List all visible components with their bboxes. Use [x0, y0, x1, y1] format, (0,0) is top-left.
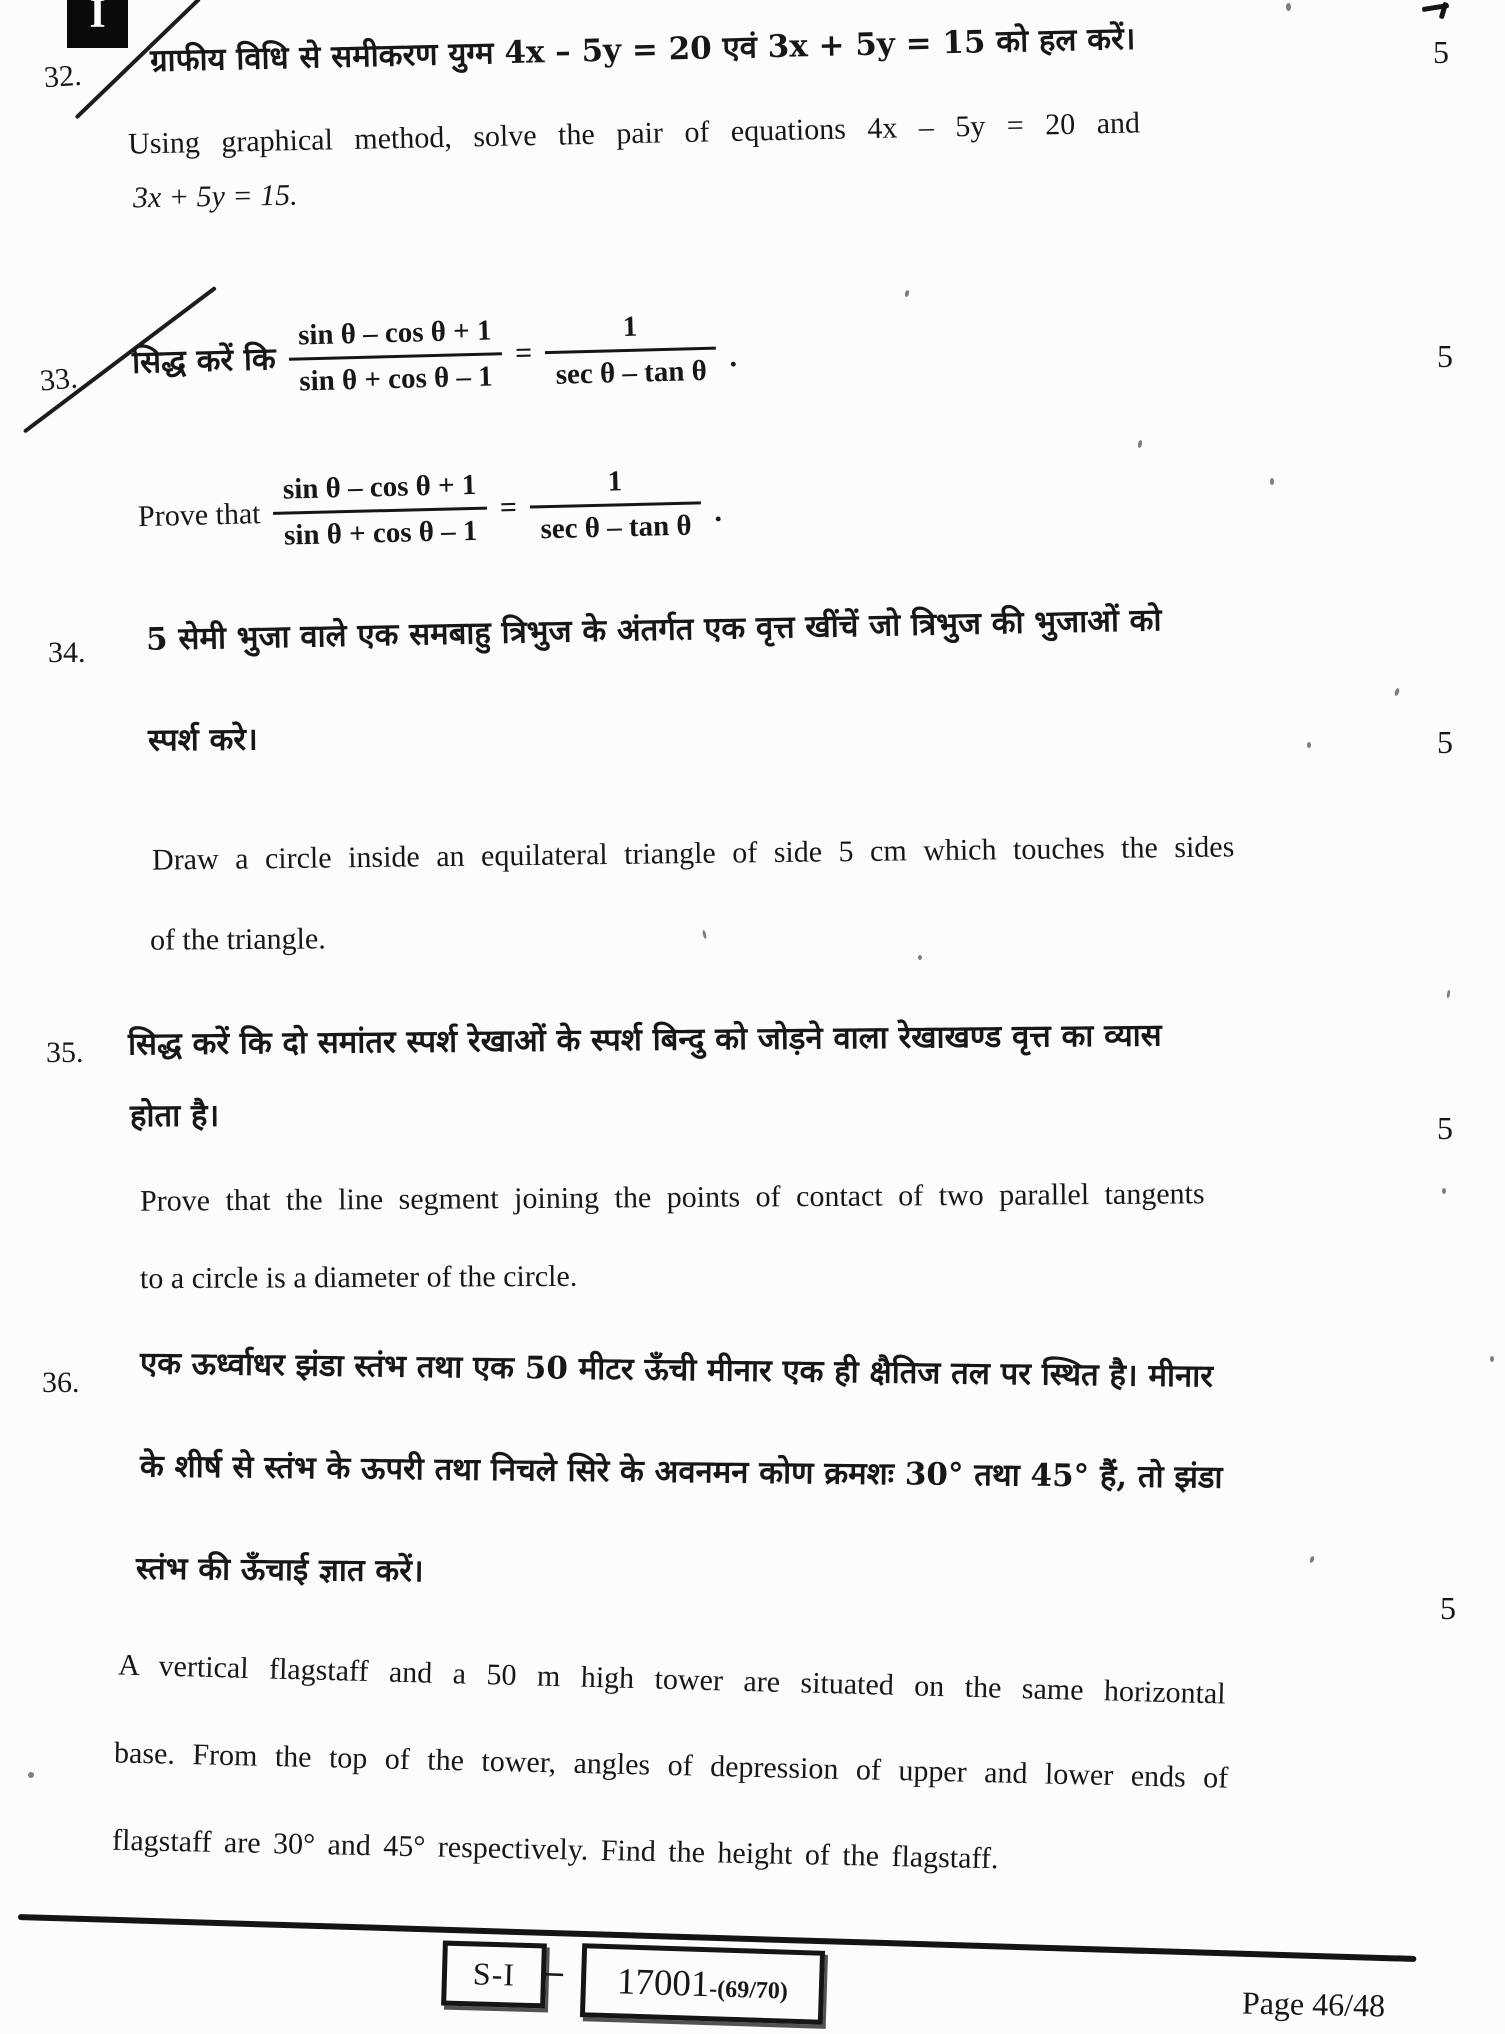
period: .: [728, 339, 738, 373]
equals-sign: =: [499, 490, 518, 525]
corner-letter: I: [89, 0, 106, 37]
scan-speck: [904, 290, 910, 298]
question-text-hindi: एक ऊर्ध्वाधर झंडा स्तंभ तथा एक 50 मीटर ऊँची मीनार एक ही क्षैतिज तल पर स्थित है। मीनार: [139, 1345, 1214, 1395]
paper-code-suffix: -(69/70): [708, 1975, 789, 2005]
question-text-english: A vertical flagstaff and a 50 m high tower are situated on the same horizontal: [117, 1648, 1227, 1711]
scan-speck: [1309, 1556, 1315, 1564]
equation-line: 3x + 5y = 15.: [132, 178, 298, 215]
question-text-english: Prove that the line segment joining the points of contact of two parallel tangents: [139, 1177, 1205, 1218]
question-text-hindi: स्पर्श करे।: [147, 721, 258, 759]
question-number: 36.: [42, 1366, 80, 1399]
scan-speck: [28, 1772, 34, 1778]
scan-speck: [1446, 990, 1450, 998]
question-text-english: Draw a circle inside an equilateral triangle of side 5 cm which touches the sides: [151, 830, 1235, 877]
question-text-hindi: स्तंभ की ऊँचाई ज्ञात करें।: [135, 1550, 424, 1590]
period: .: [713, 494, 723, 528]
scan-speck: [1307, 742, 1311, 748]
question-number: 34.: [48, 636, 86, 669]
scan-speck: [1137, 440, 1143, 449]
scan-speck: [1442, 1188, 1446, 1194]
scan-corner-square: [67, 0, 128, 48]
fraction-rhs: $\frac{1}{\text{sec θ – tan θ}}$: [529, 463, 702, 547]
question-text-english: to a circle is a diameter of the circle.: [139, 1259, 578, 1296]
scan-speck: [918, 955, 922, 960]
paper-code: 17001: [616, 1960, 711, 2005]
question-text-hindi: सिद्ध करें कि दो समांतर स्पर्श रेखाओं के स्पर्श बिन्दु को जोड़ने वाला रेखाखण्ड वृत्त का व्यास: [127, 1017, 1162, 1063]
question-text-english: of the triangle.: [149, 922, 326, 957]
marks-value: 5: [1437, 724, 1453, 760]
prove-prefix-hindi: सिद्ध करें कि: [131, 341, 277, 381]
question-number: 35.: [46, 1036, 84, 1069]
scan-speck: [702, 930, 707, 939]
scan-speck: [1286, 3, 1291, 11]
set-code: S-I: [472, 1955, 516, 1993]
paper-code-box: [580, 1943, 825, 2025]
question-text-hindi: 5 सेमी भुजा वाले एक समबाहु त्रिभुज के अंतर्गत एक वृत्त खींचें जो त्रिभुज की भुजाओं को: [145, 602, 1162, 658]
question-number: 33.: [38, 361, 79, 398]
set-code-box: [441, 1941, 547, 2009]
footer-separator: –: [544, 1950, 564, 1992]
scan-speck: [1394, 688, 1400, 697]
fraction-lhs: $\frac{\text{sin θ – cos θ + 1}}{\text{sin θ + cos θ – 1}}$: [273, 469, 488, 554]
question-text-hindi: के शीर्ष से स्तंभ के ऊपरी तथा निचले सिरे के अवनमन कोण क्रमशः 30° तथा 45° हैं, तो झंडा: [139, 1448, 1223, 1496]
question-text-hindi: होता है।: [129, 1097, 220, 1135]
marks-value: 5: [1437, 338, 1453, 374]
question-text-english: flagstaff are 30° and 45° respectively. Find the height of the flagstaff.: [111, 1823, 999, 1876]
identity-english: [137, 463, 722, 557]
fraction-rhs: $\frac{1}{\text{sec θ – tan θ}}$: [544, 309, 717, 393]
question-text-english: Using graphical method, solve the pair of equations 4x – 5y = 20 and: [127, 106, 1141, 161]
marks-value: 5: [1433, 34, 1449, 70]
scan-speck: [1270, 478, 1274, 485]
question-text-english: base. From the top of the tower, angles of depression of upper and lower ends of: [113, 1736, 1229, 1795]
marks-value: 5: [1440, 1590, 1456, 1626]
marks-value: 5: [1437, 1110, 1453, 1146]
question-text-hindi: ग्राफीय विधि से समीकरण युग्म 4x – 5y = 20 एवं 3x + 5y = 15 को हल करें।: [149, 20, 1136, 80]
prove-prefix-english: Prove that: [137, 497, 261, 534]
page-number-label: Page 46/48: [1241, 1984, 1386, 2024]
identity-hindi: [131, 308, 738, 403]
equals-sign: =: [514, 336, 533, 370]
fraction-lhs: $\frac{\text{sin θ – cos θ + 1}}{\text{sin θ + cos θ – 1}}$: [288, 314, 503, 399]
question-number: 32.: [42, 58, 83, 95]
scan-speck: [1490, 1356, 1494, 1362]
